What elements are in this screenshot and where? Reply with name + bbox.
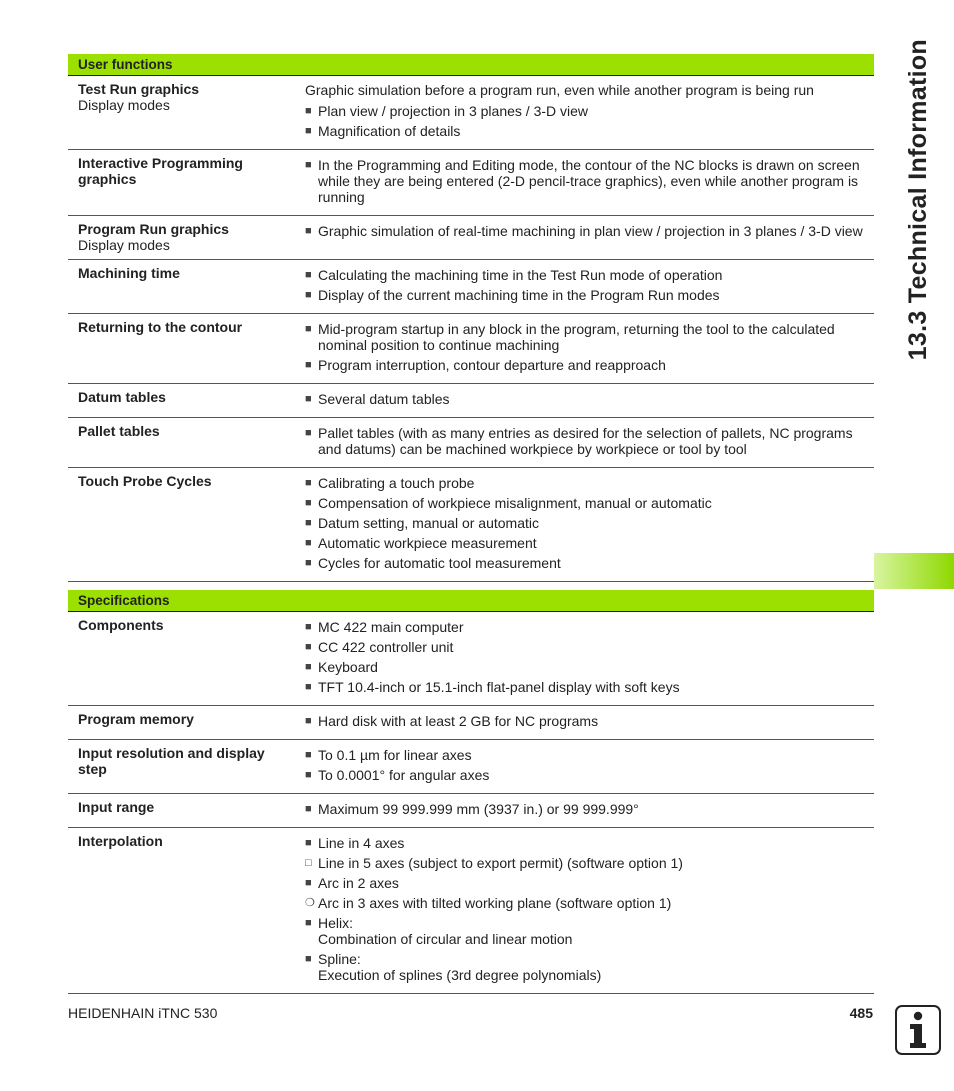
description-text: Graphic simulation before a program run, even while another program is being run [305,82,814,98]
bullet-item [305,535,866,551]
page-number: 485 [849,1005,873,1021]
bullet-text: Cycles for automatic tool measurement [318,555,561,571]
bullet-text: Line in 5 axes (subject to export permit) (software option 1) [318,855,683,871]
bullet-marker-icon: ■ [305,477,312,489]
row-content [294,389,874,411]
bullet-marker-icon: ■ [305,427,312,439]
row-label-title: Input range [78,799,155,815]
bullet-item [305,835,866,851]
chapter-title-text: 13.3 Technical Information [904,39,932,361]
row-content [294,833,874,987]
row-label-title: Touch Probe Cycles [78,473,212,489]
bullet-item [305,123,866,139]
bullet-text: Helix: Combination of circular and linear motion [318,915,573,947]
table-row [68,706,874,740]
bullet-text: Arc in 3 axes with tilted working plane (software option 1) [318,895,672,911]
row-label-title: Machining time [78,265,180,281]
row-label [68,221,294,253]
table-row [68,418,874,468]
table-row [68,794,874,828]
row-label-title: Interactive Programming graphics [78,155,243,187]
bullet-marker-icon: ■ [305,917,312,929]
table-row [68,260,874,314]
row-label [68,833,294,987]
info-icon [895,1005,941,1055]
bullet-item [305,321,866,353]
bullet-item [305,515,866,531]
bullet-marker-icon: ■ [305,159,312,171]
bullet-text: Program interruption, contour departure and reapproach [318,357,666,373]
bullet-text: Magnification of details [318,123,461,139]
bullet-marker-icon: □ [305,857,312,869]
bullet-text: In the Programming and Editing mode, the contour of the NC blocks is drawn on screen while they are being entered (2-D pencil-trace graphics), even while another program is running [318,157,860,205]
row-label-title: Interpolation [78,833,163,849]
bullet-item [305,767,866,783]
bullet-marker-icon: ■ [305,105,312,117]
bullet-text: Maximum 99 999.999 mm (3937 in.) or 99 999.999° [318,801,639,817]
bullet-text: Display of the current machining time in the Program Run modes [318,287,720,303]
row-label-title: Components [78,617,164,633]
row-label-title: Test Run graphics [78,81,200,97]
table-row [68,216,874,260]
bullet-marker-icon: ■ [305,661,312,673]
bullet-marker-icon: ■ [305,497,312,509]
row-label-title: Program Run graphics [78,221,229,237]
row-label-subtitle: Display modes [78,97,170,113]
row-content [294,799,874,821]
row-content [294,265,874,307]
bullet-text: Compensation of workpiece misalignment, manual or automatic [318,495,712,511]
bullet-marker-icon: ■ [305,537,312,549]
row-content [294,711,874,733]
bullet-marker-icon: ■ [305,359,312,371]
bullet-item [305,747,866,763]
row-label [68,319,294,377]
bullet-text: Several datum tables [318,391,450,407]
bullet-text: Pallet tables (with as many entries as desired for the selection of pallets, NC programs and datums) can be machined workpiece by workpiece or tool by tool [318,425,853,457]
bullet-item [305,157,866,205]
user-functions-table [68,54,874,582]
bullet-text: Automatic workpiece measurement [318,535,537,551]
bullet-item [305,391,866,407]
specifications-table [68,590,874,994]
footer-product: HEIDENHAIN iTNC 530 [68,1005,218,1021]
table-row [68,828,874,994]
bullet-marker-icon: ❍ [305,897,315,909]
row-label [68,711,294,733]
bullet-text: Line in 4 axes [318,835,405,851]
bullet-marker-icon: ■ [305,225,312,237]
bullet-text: To 0.1 µm for linear axes [318,747,472,763]
row-content [294,745,874,787]
bullet-marker-icon: ■ [305,323,312,335]
table-row [68,384,874,418]
bullet-text: TFT 10.4-inch or 15.1-inch flat-panel display with soft keys [318,679,680,695]
bullet-marker-icon: ■ [305,769,312,781]
bullet-text: Calculating the machining time in the Test Run mode of operation [318,267,723,283]
row-label [68,389,294,411]
bullet-item [305,475,866,491]
bullet-text: Plan view / projection in 3 planes / 3-D view [318,103,589,119]
table-row [68,150,874,216]
row-label [68,423,294,461]
bullet-marker-icon: ■ [305,749,312,761]
row-content [294,423,874,461]
bullet-item [305,951,866,983]
row-content [294,221,874,253]
row-label [68,265,294,307]
row-content [294,319,874,377]
bullet-marker-icon: ■ [305,517,312,529]
bullet-text: Calibrating a touch probe [318,475,475,491]
row-label-title: Datum tables [78,389,166,405]
bullet-item [305,855,866,871]
bullet-marker-icon: ■ [305,803,312,815]
row-label-title: Returning to the contour [78,319,243,335]
row-label [68,155,294,209]
row-label [68,799,294,821]
bullet-item [305,223,866,239]
bullet-text: Spline: Execution of splines (3rd degree polynomials) [318,951,602,983]
bullet-item [305,639,866,655]
section-header: Specifications [68,590,874,612]
bullet-item [305,103,866,119]
bullet-item [305,357,866,373]
row-content [294,81,874,143]
bullet-marker-icon: ■ [305,269,312,281]
bullet-item [305,267,866,283]
chapter-tab [874,553,954,589]
bullet-marker-icon: ■ [305,715,312,727]
table-row [68,612,874,706]
bullet-marker-icon: ■ [305,621,312,633]
bullet-text: Datum setting, manual or automatic [318,515,539,531]
row-label-title: Input resolution and display step [78,745,265,777]
bullet-item [305,555,866,571]
bullet-text: Arc in 2 axes [318,875,399,891]
bullet-text: MC 422 main computer [318,619,464,635]
bullet-marker-icon: ■ [305,393,312,405]
row-label [68,81,294,143]
row-label-title: Program memory [78,711,194,727]
row-label [68,745,294,787]
bullet-item [305,619,866,635]
bullet-item [305,679,866,695]
row-label-title: Pallet tables [78,423,160,439]
bullet-item [305,425,866,457]
bullet-text: Graphic simulation of real-time machining in plan view / projection in 3 planes / 3-D view [318,223,863,239]
bullet-marker-icon: ■ [305,641,312,653]
bullet-text: To 0.0001° for angular axes [318,767,490,783]
table-row [68,314,874,384]
row-label-subtitle: Display modes [78,237,170,253]
row-label [68,473,294,575]
table-row [68,740,874,794]
bullet-marker-icon: ■ [305,557,312,569]
bullet-marker-icon: ■ [305,877,312,889]
row-content [294,617,874,699]
bullet-item [305,713,866,729]
chapter-title [893,39,943,361]
bullet-text: Keyboard [318,659,378,675]
row-content [294,473,874,575]
row-content [294,155,874,209]
bullet-marker-icon: ■ [305,125,312,137]
table-row [68,76,874,150]
bullet-marker-icon: ■ [305,681,312,693]
section-header: User functions [68,54,874,76]
table-row [68,468,874,582]
bullet-marker-icon: ■ [305,837,312,849]
bullet-item [305,875,866,891]
bullet-marker-icon: ■ [305,289,312,301]
bullet-marker-icon: ■ [305,953,312,965]
bullet-item [305,659,866,675]
bullet-text: Hard disk with at least 2 GB for NC programs [318,713,599,729]
bullet-item [305,915,866,947]
bullet-item [305,895,866,911]
bullet-text: Mid-program startup in any block in the program, returning the tool to the calculated nominal position to continue machining [318,321,835,353]
bullet-item [305,287,866,303]
bullet-item [305,801,866,817]
bullet-item [305,495,866,511]
row-label [68,617,294,699]
bullet-text: CC 422 controller unit [318,639,454,655]
